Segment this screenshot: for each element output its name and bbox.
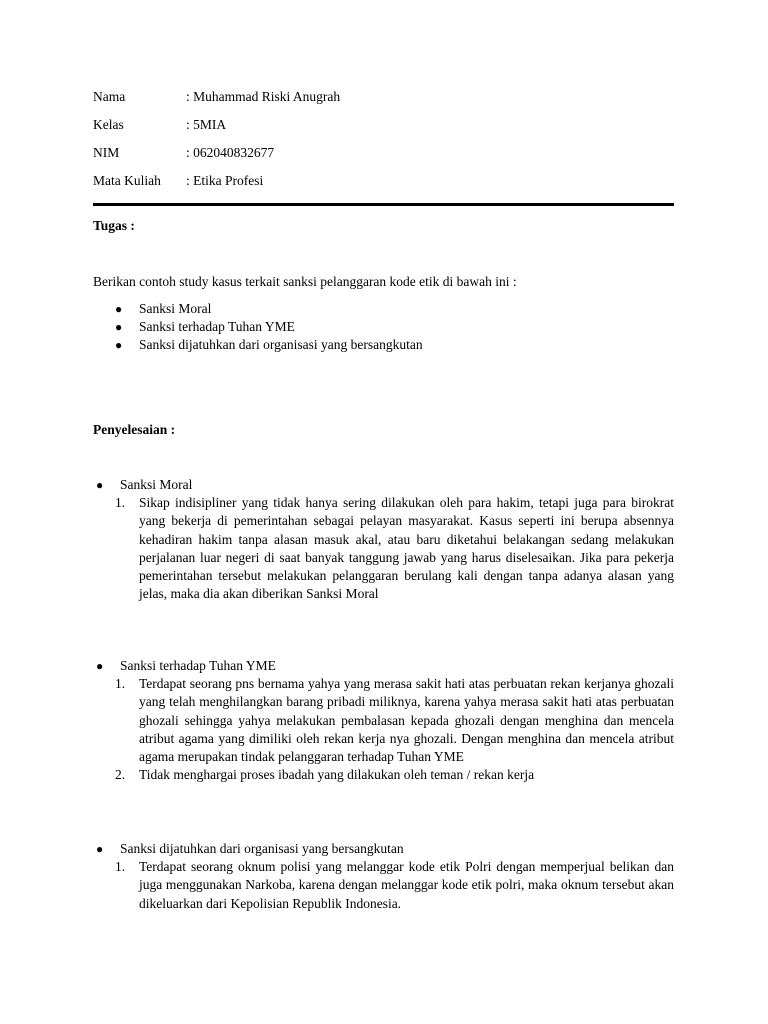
section-title: ● Sanksi dijatuhkan dari organisasi yang bersangkutan: [93, 840, 674, 858]
info-value: : Etika Profesi: [186, 173, 264, 188]
list-item: ● Sanksi Moral: [93, 300, 674, 318]
bullet-icon: ●: [96, 478, 104, 492]
section-title: ● Sanksi terhadap Tuhan YME: [93, 657, 674, 675]
info-value: : 5MIA: [186, 117, 227, 132]
item-text: Sikap indisipliner yang tidak hanya sering dilakukan oleh para hakim, tetapi juga para birokrat yang bekerja di pemerintahan sebagai pelayan masyarakat. Kasus seperti ini berupa absennya kehadiran hakim tanpa alasan masuk akal, atau baru diketahui belakangan sedang melakukan perjalanan luar negeri di saat banyak tanggung jawab yang harus diselesaikan. Jika para pekerja pemerintahan tersebut melakukan pelanggaran berulang kali dengan tanpa adanya alasan yang jelas, maka dia akan diberikan Sanksi Moral: [139, 495, 674, 602]
bullet-icon: ●: [115, 338, 123, 353]
numbered-list: [93, 858, 674, 913]
section-sanksi-organisasi: [93, 840, 674, 913]
info-label: NIM: [93, 145, 120, 160]
item-text: Tidak menghargai proses ibadah yang dilakukan oleh teman / rekan kerja: [139, 767, 535, 783]
section-sanksi-tuhan: [93, 657, 674, 784]
bullet-icon: ●: [96, 842, 104, 856]
list-item: [93, 494, 674, 603]
bullet-icon: ●: [115, 302, 123, 316]
bullet-icon: ●: [96, 659, 104, 673]
info-label: Nama: [93, 89, 126, 104]
item-text: Terdapat seorang oknum polisi yang melanggar kode etik Polri dengan memperjual belikan dan juga menggunakan Narkoba, karena dengan melanggar kode etik polri, maka oknum tersebut akan dikeluarkan dari Kepolisian Republik Indonesia.: [139, 859, 674, 911]
bullet-icon: ●: [115, 320, 123, 335]
info-row-kelas: [93, 116, 674, 144]
info-row-nim: [93, 144, 674, 172]
section-sanksi-moral: [93, 476, 674, 603]
tugas-heading: Tugas :: [93, 218, 135, 233]
penyelesaian-heading: Penyelesaian :: [93, 422, 176, 437]
list-item: [93, 675, 674, 766]
numbered-list: [93, 675, 674, 784]
info-value: : Muhammad Riski Anugrah: [186, 89, 341, 104]
numbered-list: [93, 494, 674, 603]
item-number: 1.: [115, 495, 126, 511]
info-label: Kelas: [93, 117, 124, 132]
item-number: 1.: [115, 859, 126, 875]
tugas-intro: Berikan contoh study kasus terkait sanksi pelanggaran kode etik di bawah ini :: [93, 274, 517, 289]
item-text: Terdapat seorang pns bernama yahya yang merasa sakit hati atas perbuatan rekan kerjanya ghozali yang telah menghilangkan barang pribadi miliknya, karena yahya merasa sakit hati atas perbuatan ghozali sehingga yahya melakukan pembalasan kepada ghozali dengan menghina dan mencela atribut agama yang dimiliki oleh rekan kerja nya ghozali. Dengan menghina dan mencela atribut agama merupakan tindak pelanggaran terhadap Tuhan YME: [139, 676, 674, 765]
info-row-nama: [93, 88, 674, 116]
info-label: Mata Kuliah: [93, 173, 161, 188]
list-item: ● Sanksi dijatuhkan dari organisasi yang bersangkutan: [93, 336, 674, 354]
list-item: ● Sanksi terhadap Tuhan YME: [93, 318, 674, 336]
list-item: [93, 766, 674, 784]
list-item: [93, 858, 674, 913]
info-row-mata-kuliah: [93, 172, 674, 200]
info-value: : 062040832677: [186, 145, 275, 160]
tugas-list: [93, 300, 674, 355]
header-divider: [93, 203, 674, 206]
student-info: [93, 88, 674, 200]
section-title: ● Sanksi Moral: [93, 476, 674, 494]
item-number: 1.: [115, 676, 126, 692]
item-number: 2.: [115, 767, 126, 783]
